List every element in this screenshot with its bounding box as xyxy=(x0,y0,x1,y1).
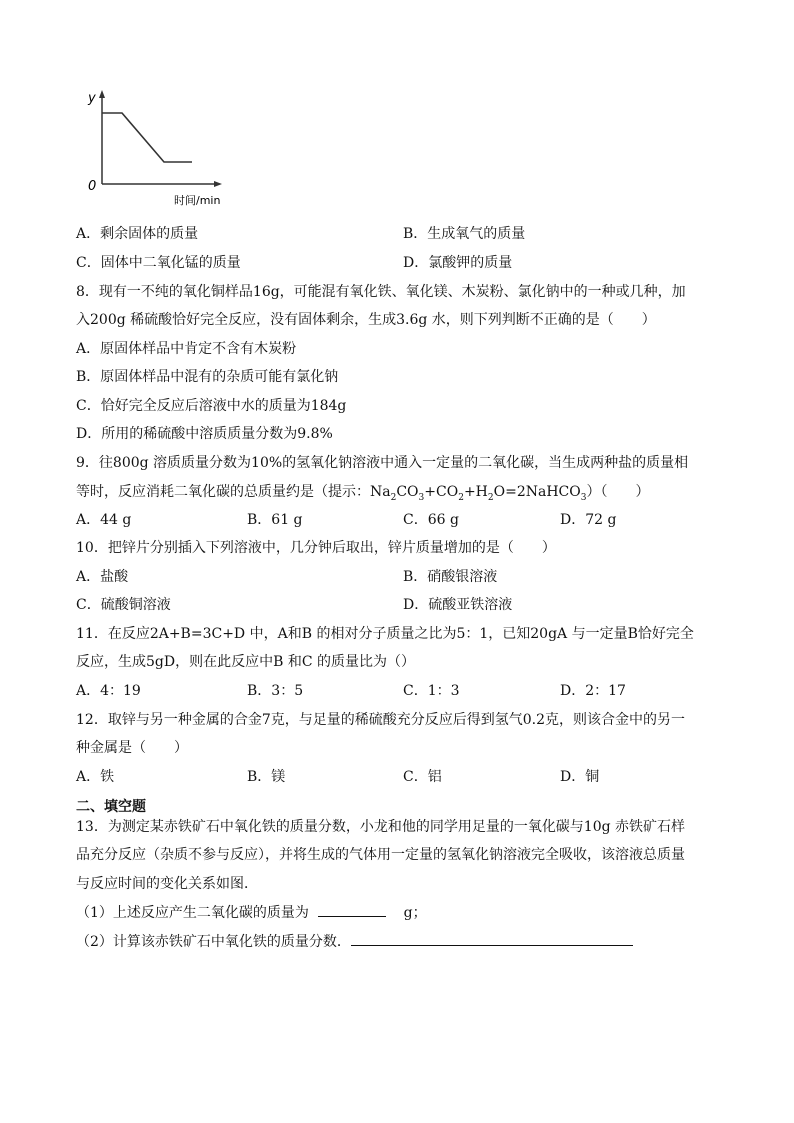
q13-line1: 13．为测定某赤铁矿石中氧化铁的质量分数，小龙和他的同学用足量的一氧化碳与10g 赤铁矿石样 xyxy=(76,819,686,835)
q9-stem-line1: 9．往800g 溶质质量分数为10%的氢氧化钠溶液中通入一定量的二氧化碳，当生成两种盐的质量相 xyxy=(76,455,689,471)
x-axis-arrow xyxy=(214,181,222,187)
graph-curve xyxy=(102,113,192,162)
q11-option-b: B．3：5 xyxy=(247,683,304,699)
graph-y-label: y xyxy=(88,91,96,106)
q7-option-c: C．固体中二氧化锰的质量 xyxy=(76,255,241,271)
q7-option-a: A．剩余固体的质量 xyxy=(76,226,199,242)
q9-option-d: D．72 g xyxy=(560,512,617,528)
q11-option-d: D．2：17 xyxy=(560,683,626,699)
q8-option-c: C．恰好完全反应后溶液中水的质量为184g xyxy=(76,398,347,414)
q9-equation: $Na_2CO_3+CO_2+H_2O=2NaHCO_3$）（ ） xyxy=(370,484,650,503)
q8-option-b: B．原固体样品中混有的杂质可能有氯化钠 xyxy=(76,369,339,385)
q11-stem-line1: 11．在反应2A+B=3C+D 中，A和B 的相对分子质量之比为5：1，已知20gA 与一定量B恰好完全 xyxy=(76,626,694,642)
reaction-graph xyxy=(84,86,234,210)
graph-origin-label: 0 xyxy=(88,179,97,194)
q12-option-a: A．铁 xyxy=(76,769,115,785)
q10-option-a: A．盐酸 xyxy=(76,569,129,585)
q12-option-b: B．镁 xyxy=(247,769,286,785)
q11-option-a: A．4：19 xyxy=(76,683,141,699)
q13-line3: 与反应时间的变化关系如图． xyxy=(76,876,258,892)
q8-option-a: A．原固体样品中肯定不含有木炭粉 xyxy=(76,341,297,357)
q11-stem-line2: 反应，生成5gD，则在此反应中B 和C 的质量比为（） xyxy=(76,654,415,670)
q13-sub1-answer-blank[interactable] xyxy=(318,902,386,917)
q10-stem: 10．把锌片分别插入下列溶液中，几分钟后取出，锌片质量增加的是（ ） xyxy=(76,540,556,556)
q7-option-b: B．生成氧气的质量 xyxy=(403,226,526,242)
q12-stem-line2: 种金属是（ ） xyxy=(76,740,188,756)
q8-stem-line1: 8．现有一不纯的氧化铜样品16g，可能混有氧化铁、氧化镁、木炭粉、氯化钠中的一种或几种，加 xyxy=(76,284,686,300)
q9-stem-prefix: 等时，反应消耗二氧化碳的总质量约是（提示： xyxy=(76,484,370,500)
q8-option-d: D．所用的稀硫酸中溶质质量分数为9.8% xyxy=(76,426,333,442)
q13-sub2-answer-blank[interactable] xyxy=(351,931,633,946)
q10-option-c: C．硫酸铜溶液 xyxy=(76,597,171,613)
q10-option-d: D．硫酸亚铁溶液 xyxy=(403,597,513,613)
q12-stem-line1: 12．取锌与另一种金属的合金7克，与足量的稀硫酸充分反应后得到氢气0.2克，则该合金中的另一 xyxy=(76,712,685,728)
q12-option-d: D．铜 xyxy=(560,769,600,785)
q13-sub1 xyxy=(76,902,427,923)
section-title: 二、填空题 xyxy=(76,799,146,815)
q8-stem-line2: 入200g 稀硫酸恰好完全反应，没有固体剩余，生成3.6g 水，则下列判断不正确的是（ ） xyxy=(76,312,656,328)
q10-option-b: B．硝酸银溶液 xyxy=(403,569,498,585)
q13-sub2-text: （2）计算该赤铁矿石中氧化铁的质量分数． xyxy=(76,934,351,950)
q13-sub1-prefix: （1）上述反应产生二氧化碳的质量为 xyxy=(76,905,309,921)
q11-option-c: C．1：3 xyxy=(403,683,460,699)
q12-option-c: C．铝 xyxy=(403,769,442,785)
graph-x-label: 时间/min xyxy=(174,194,221,207)
y-axis-arrow xyxy=(99,90,105,98)
q13-sub2 xyxy=(76,931,633,952)
q9-option-c: C．66 g xyxy=(403,512,459,528)
q13-sub1-suffix: g； xyxy=(403,905,427,921)
q9-option-a: A．44 g xyxy=(76,512,132,528)
q7-option-d: D．氯酸钾的质量 xyxy=(403,255,513,271)
q13-line2: 品充分反应（杂质不参与反应），并将生成的气体用一定量的氢氧化钠溶液完全吸收，该溶液总质量 xyxy=(76,847,685,863)
q9-option-b: B．61 g xyxy=(247,512,303,528)
q9-stem-line2 xyxy=(76,482,649,508)
